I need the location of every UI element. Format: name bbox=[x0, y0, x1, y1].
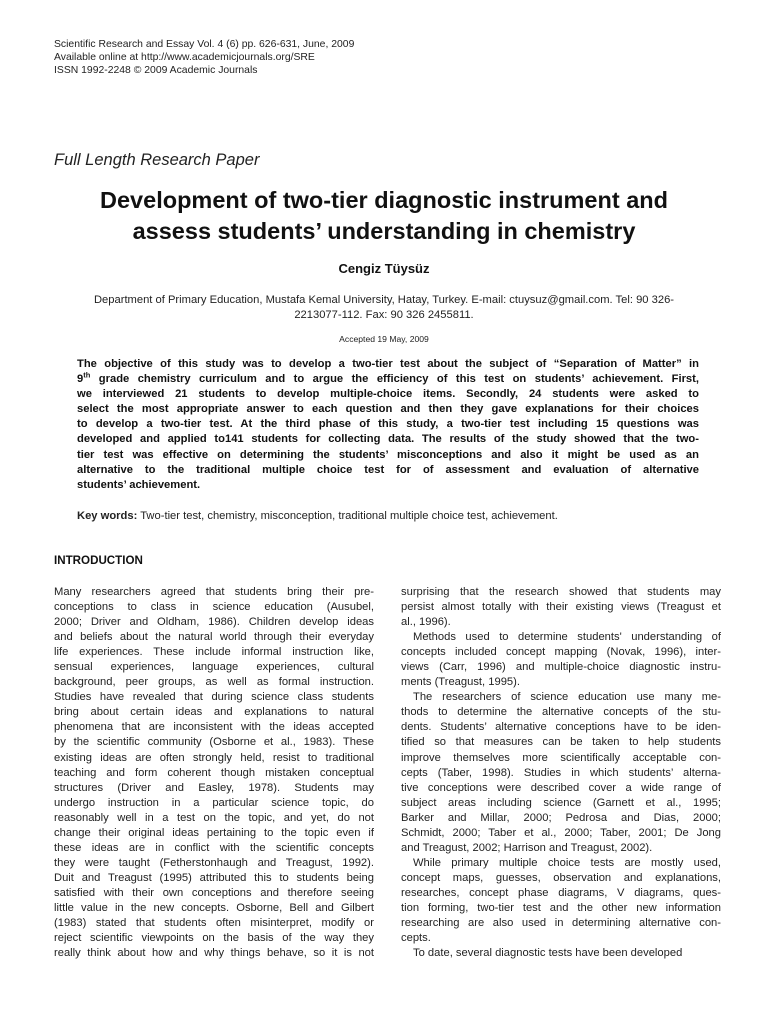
body-line: really think about how and why things behave, so it is not bbox=[54, 947, 374, 960]
abstract-line: select the most appropriate answer to each question and then they gave explanations for their choices bbox=[77, 403, 699, 416]
body-line: views (Carr, 1996) and multiple-choice diagnostic instru- bbox=[401, 661, 721, 674]
body-line: phenomena that are inconsistent with the ideas accepted bbox=[54, 721, 374, 734]
abstract-line: developed and applied to141 students for collecting data. The results of the study showed that the two- bbox=[77, 433, 699, 446]
body-line: 2000; Driver and Oldham, 1986). Children develop ideas bbox=[54, 616, 374, 629]
body-line: thods to determine the alternative concepts of the stu- bbox=[401, 706, 721, 719]
body-line: reject scientific viewpoints on the basis of the way they bbox=[54, 932, 374, 945]
body-line: Studies have revealed that during science class students bbox=[54, 691, 374, 704]
body-column-right bbox=[401, 585, 721, 961]
journal-online-url: Available online at http://www.academicjournals.org/SRE bbox=[54, 52, 315, 63]
keywords bbox=[77, 510, 558, 522]
body-line: conceptions to class in science education (Ausubel, bbox=[54, 601, 374, 614]
body-line: researches, concept phase diagrams, V diagrams, ques- bbox=[401, 886, 721, 899]
body-line: they were taught (Fetherstonhaugh and Treagust, 1992). bbox=[54, 856, 374, 869]
body-line: sensual experiences, language experiences, cultural bbox=[54, 661, 374, 674]
paper-title-line: assess students’ understanding in chemistry bbox=[132, 218, 636, 244]
abstract-line: tier test was effective on determining the students’ misconceptions and also it might be used as an bbox=[77, 448, 699, 461]
body-line: al., 1996). bbox=[401, 616, 451, 629]
body-line: teaching and form coherent though mistaken conceptual bbox=[54, 766, 374, 779]
abstract-line bbox=[77, 372, 699, 387]
body-line: by the scientific community (Osborne et al., 1983). These bbox=[54, 736, 374, 749]
body-column-left bbox=[54, 585, 374, 961]
body-line: background, peer groups, as well as formal instruction. bbox=[54, 676, 374, 689]
body-line: existing ideas are often strongly held, resist to traditional bbox=[54, 751, 374, 764]
journal-citation: Scientific Research and Essay Vol. 4 (6) pp. 626-631, June, 2009 bbox=[54, 39, 355, 50]
body-line: dents. Students’ alternative conceptions have to be iden- bbox=[401, 721, 721, 734]
journal-header bbox=[54, 38, 354, 77]
body-line: tive conceptions were described cover a wide range of bbox=[401, 781, 721, 794]
body-line: change their original ideas pertaining to the topic even if bbox=[54, 826, 374, 839]
body-line: The researchers of science education use many me- bbox=[413, 691, 721, 704]
body-line: subject areas including science (Garnett et al., 1995; bbox=[401, 796, 721, 809]
body-line: concept maps, guesses, observation and explanations, bbox=[401, 871, 721, 884]
body-line: these ideas are in conflict with the scientific concepts bbox=[54, 841, 374, 854]
paper-type: Full Length Research Paper bbox=[54, 151, 260, 169]
body-line: little value in the new concepts. Osborne, Bell and Gilbert bbox=[54, 901, 374, 914]
section-heading-introduction: INTRODUCTION bbox=[54, 554, 143, 567]
body-line: (1983) stated that students often misinterpret, modify or bbox=[54, 917, 374, 930]
body-line: and Treagust, 2002; Harrison and Treagust, 2002). bbox=[401, 841, 653, 854]
keywords-text: Two-tier test, chemistry, misconception, traditional multiple choice test, achievement. bbox=[137, 510, 558, 522]
body-line: surprising that the research showed that students may bbox=[401, 586, 721, 598]
body-line: To date, several diagnostic tests have been developed bbox=[413, 947, 683, 960]
body-line: ments (Treagust, 1995). bbox=[401, 676, 520, 689]
accepted-date: Accepted 19 May, 2009 bbox=[339, 334, 429, 344]
body-line: tified so that measures can be taken to help students bbox=[401, 736, 721, 749]
body-line: structures (Driver and Easley, 1978). Students may bbox=[54, 781, 374, 794]
keywords-label: Key words: bbox=[77, 510, 138, 522]
abstract-grade-number: 9 bbox=[77, 373, 84, 386]
abstract bbox=[77, 357, 699, 493]
body-line: persist almost totally with their existing views (Treagust et bbox=[401, 601, 721, 614]
affiliation-line: Department of Primary Education, Mustafa Kemal University, Hatay, Turkey. E-mail: ctuysuz@gmail.com. Tel: 90 326- bbox=[93, 294, 675, 306]
body-line: reasonably well in a test on the topic, and yet, do not bbox=[54, 811, 374, 824]
abstract-line: students’ achievement. bbox=[77, 478, 201, 491]
body-line: undergo instruction in a particular science topic, do bbox=[54, 796, 374, 809]
abstract-superscript: th bbox=[83, 370, 91, 380]
abstract-line: alternative to the traditional multiple choice test for of assessment and evaluation of alternative bbox=[77, 463, 699, 476]
body-line: Schmidt, 2000; Taber et al., 2000; Taber, 2001; De Jong bbox=[401, 826, 721, 839]
body-line: life experiences. These include informal instruction like, bbox=[54, 646, 374, 659]
abstract-line-text: grade chemistry curriculum and to argue the efficiency of this test on students’ achievement. First, bbox=[90, 373, 699, 386]
journal-issn: ISSN 1992-2248 © 2009 Academic Journals bbox=[54, 65, 258, 76]
body-line: and beliefs about the natural world through their everyday bbox=[54, 631, 374, 644]
body-line: cepts (Taber, 1998). Studies in which students’ alterna- bbox=[401, 766, 721, 779]
author-name: Cengiz Tüysüz bbox=[338, 261, 430, 276]
body-line: satisfied with their own conceptions and therefore seeing bbox=[54, 886, 374, 899]
abstract-line: to develop a two-tier test. At the third phase of this study, a two-tier test including 15 questions was bbox=[77, 418, 699, 431]
abstract-line: we interviewed 21 students to develop multiple-choice items. Secondly, 24 students were asked to bbox=[77, 388, 699, 401]
author-affiliation bbox=[40, 293, 728, 323]
body-line: Duit and Treagust (1995) attributed this to students being bbox=[54, 871, 374, 884]
body-line: cepts. bbox=[401, 932, 431, 945]
body-line: tion forming, two-tier test and the other new information bbox=[401, 901, 721, 914]
paper-title bbox=[40, 185, 728, 247]
body-line: improve themselves more scientifically acceptable con- bbox=[401, 751, 721, 764]
paper-title-line: Development of two-tier diagnostic instrument and bbox=[100, 187, 668, 213]
body-line: Many researchers agreed that students bring their pre- bbox=[54, 586, 374, 598]
abstract-line: The objective of this study was to develop a two-tier test about the subject of “Separation of Matter” in bbox=[77, 358, 699, 370]
body-line: Methods used to determine students' understanding of bbox=[413, 631, 721, 644]
body-line: While primary multiple choice tests are mostly used, bbox=[413, 856, 721, 869]
body-line: Barker and Millar, 2000; Pedrosa and Dias, 2000; bbox=[401, 811, 721, 824]
body-line: concepts included concept mapping (Novak, 1996), inter- bbox=[401, 646, 721, 659]
body-line: bring about certain ideas and explanations to natural bbox=[54, 706, 374, 719]
affiliation-line: 2213077-112. Fax: 90 326 2455811. bbox=[294, 309, 474, 321]
body-line: researching are also used in determining alternative con- bbox=[401, 917, 721, 930]
